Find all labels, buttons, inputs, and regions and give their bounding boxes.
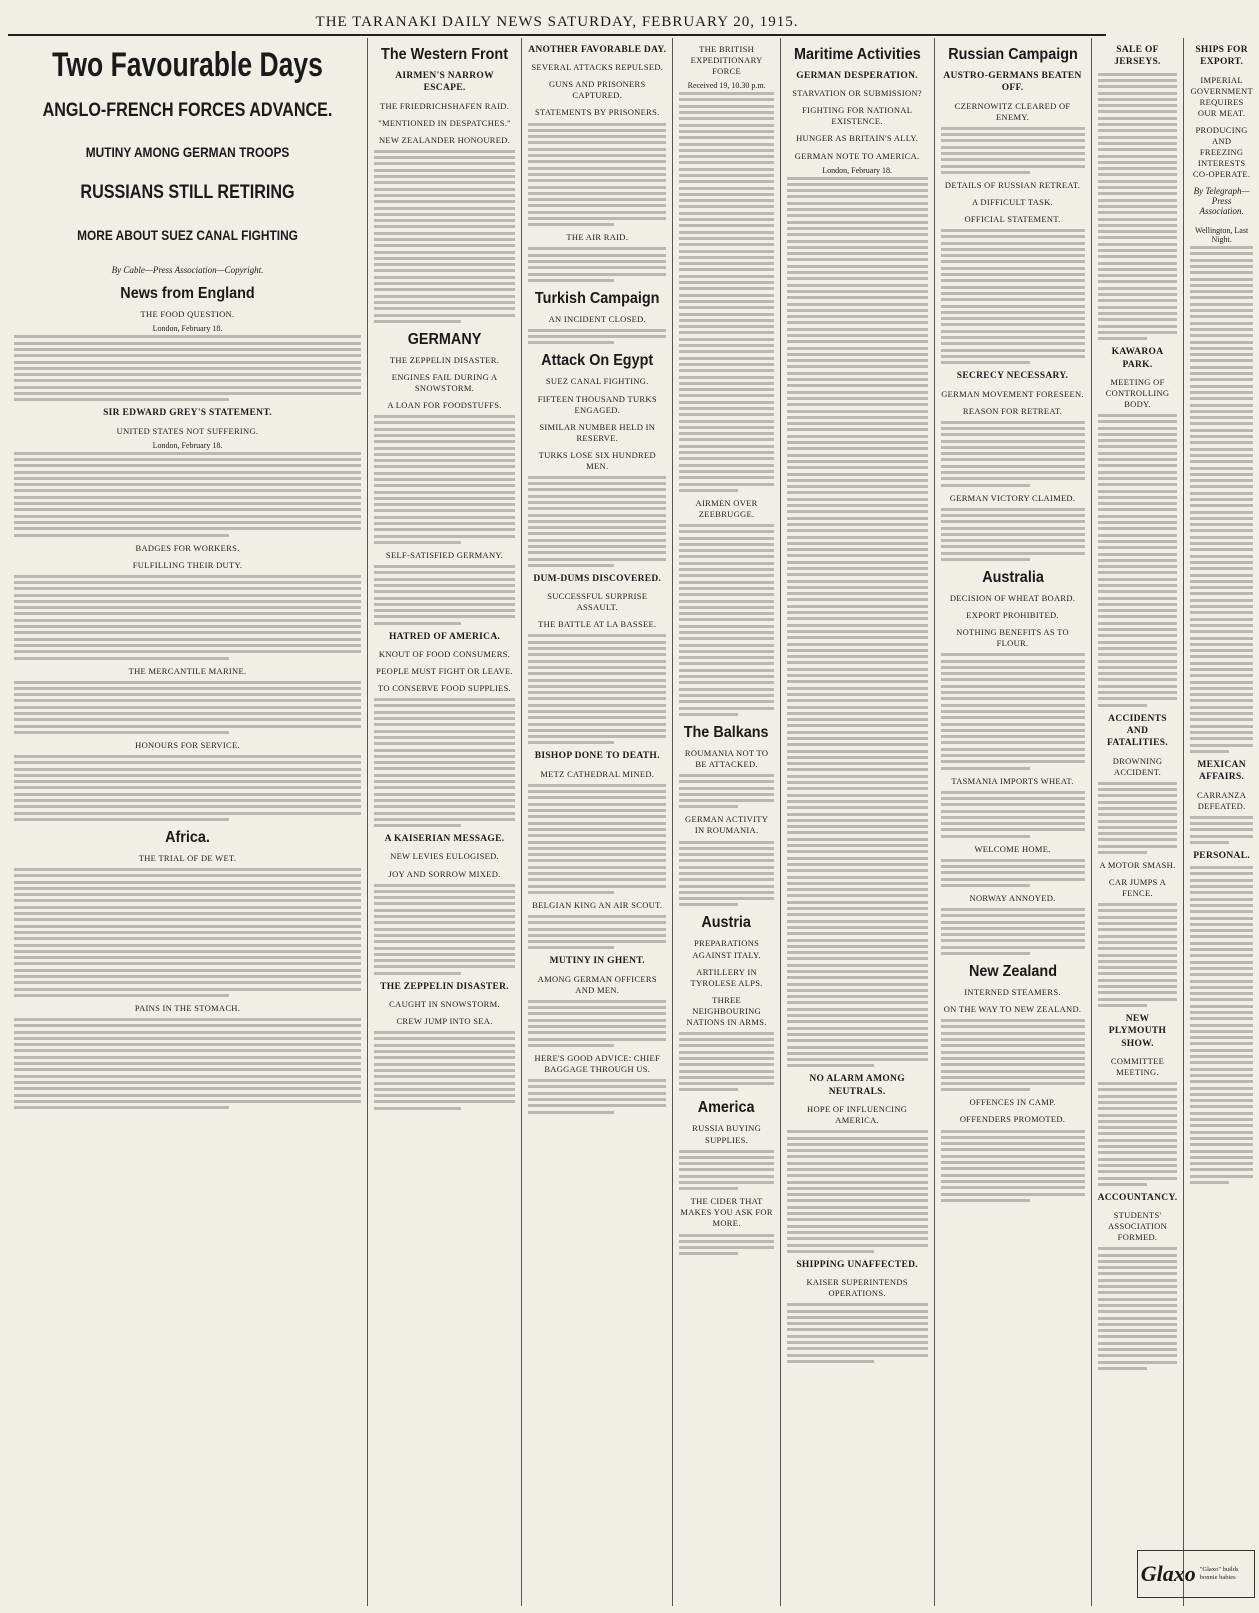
subhead-suez: SUEZ CANAL FIGHTING. — [545, 376, 649, 387]
subhead-difficult: A DIFFICULT TASK. — [972, 196, 1054, 207]
glaxo-advertisement — [1137, 1550, 1255, 1598]
subhead-incident: AN INCIDENT CLOSED. — [548, 313, 646, 324]
subhead-cider: THE CIDER THAT MAKES YOU ASK FOR MORE. — [680, 1196, 773, 1229]
article-text — [941, 653, 1085, 769]
article-text — [528, 247, 666, 281]
column-8 — [1140, 38, 1258, 1606]
article-text — [528, 1079, 666, 1113]
subhead-reason: REASON FOR RETREAT. — [962, 405, 1063, 416]
article-text — [679, 1150, 773, 1191]
article-text — [787, 1130, 928, 1253]
subhead-starvation: STARVATION OR SUBMISSION? — [792, 88, 922, 99]
article-text — [1098, 73, 1178, 340]
masthead: THE TARANAKI DAILY NEWS SATURDAY, FEBRUARY 20, 1915. — [315, 14, 799, 30]
article-text — [679, 1032, 773, 1092]
subhead-imperial-meat: IMPERIAL GOVERNMENT REQUIRES OUR MEAT. — [1190, 74, 1253, 118]
subhead-zeppelin: THE ZEPPELIN DISASTER. — [389, 354, 500, 365]
subhead-air-raid: THE AIR RAID. — [566, 232, 629, 243]
subhead-kaiserian: A KAISERIAN MESSAGE. — [384, 834, 505, 845]
subhead-prisoners: STATEMENTS BY PRISONERS. — [535, 107, 660, 118]
article-text — [1098, 903, 1178, 1007]
subhead-three-nations: THREE NEIGHBOURING NATIONS IN ARMS. — [686, 994, 767, 1027]
subhead-duty: FULFILLING THEIR DUTY. — [132, 559, 243, 570]
subhead-motor-smash: A MOTOR SMASH. — [1099, 860, 1176, 871]
article-text — [374, 150, 515, 323]
subhead-jerseys: SALE OF JERSEYS. — [1114, 45, 1161, 68]
subhead-self-satisfied: SELF-SATISFIED GERMANY. — [385, 549, 504, 560]
article-text — [1098, 414, 1178, 707]
subhead-promoted: OFFENDERS PROMOTED. — [959, 1114, 1066, 1125]
subhead-fight-or-leave: PEOPLE MUST FIGHT OR LEAVE. — [376, 666, 513, 677]
article-text — [941, 1130, 1085, 1202]
subhead-stomach: PAINS IN THE STOMACH. — [134, 1002, 241, 1013]
subhead-united-states: UNITED STATES NOT SUFFERING. — [116, 425, 259, 436]
subhead-tyrolese: ARTILLERY IN TYROLESE ALPS. — [690, 966, 763, 988]
subhead-shipping: SHIPPING UNAFFECTED. — [796, 1259, 918, 1270]
article-text — [1190, 246, 1252, 753]
subhead-grey-statement: SIR EDWARD GREY'S STATEMENT. — [103, 408, 272, 419]
column-6 — [935, 38, 1092, 1606]
subhead-official: OFFICIAL STATEMENT. — [964, 213, 1061, 224]
column-1 — [8, 38, 368, 1606]
subhead-secrecy: SECRECY NECESSARY. — [956, 371, 1069, 382]
section-head-africa: Africa. — [165, 828, 210, 846]
dateline: Wellington, Last Night. — [1195, 226, 1249, 245]
dateline: Received 19, 10.30 p.m. — [687, 81, 766, 91]
subhead-attacks-repulsed: SEVERAL ATTACKS REPULSED. — [531, 62, 664, 73]
subhead-metz: METZ CATHEDRAL MINED. — [540, 768, 655, 779]
column-5 — [781, 38, 935, 1606]
article-text — [374, 1031, 515, 1110]
subhead-drowning: DROWNING ACCIDENT. — [1112, 755, 1163, 777]
article-text — [528, 1000, 666, 1047]
deck-suez: MORE ABOUT SUEZ CANAL FIGHTING — [77, 227, 298, 244]
subhead-kawaroa: KAWAROA PARK. — [1111, 347, 1164, 370]
subhead-expeditionary: THE BRITISH EXPEDITIONARY FORCE — [690, 44, 763, 77]
article-text — [941, 859, 1085, 887]
subhead-mercantile: THE MERCANTILE MARINE. — [128, 665, 247, 676]
subhead-norway: NORWAY ANNOYED. — [969, 892, 1056, 903]
subhead-czernowitz: CZERNOWITZ CLEARED OF ENEMY. — [954, 100, 1071, 122]
article-text — [14, 575, 361, 660]
subhead-conserve: TO CONSERVE FOOD SUPPLIES. — [378, 683, 512, 694]
subhead-on-the-way: ON THE WAY TO NEW ZEALAND. — [943, 1004, 1082, 1015]
column-4 — [673, 38, 780, 1606]
section-head-new-zealand: New Zealand — [968, 963, 1057, 981]
subhead-german-activity: GERMAN ACTIVITY IN ROUMANIA. — [685, 814, 769, 836]
article-text — [679, 92, 773, 492]
section-head-western-front: The Western Front — [381, 46, 509, 63]
subhead-export: EXPORT PROHIBITED. — [966, 610, 1059, 621]
subhead-german-note: GERMAN NOTE TO AMERICA. — [794, 150, 920, 161]
subhead-joy: JOY AND SORROW MIXED. — [388, 868, 501, 879]
subhead-freezing: PRODUCING AND FREEZING INTERESTS CO-OPERATE. — [1192, 124, 1251, 180]
article-text — [679, 841, 773, 907]
subhead-controlling-body: MEETING OF CONTROLLING BODY. — [1105, 376, 1170, 409]
subhead-roumania: ROUMANIA NOT TO BE ATTACKED. — [684, 747, 769, 769]
subhead-accidents: ACCIDENTS AND FATALITIES. — [1106, 713, 1169, 749]
dateline: London, February 18. — [152, 324, 223, 334]
subhead-despatches: "MENTIONED IN DESPATCHES." — [378, 117, 511, 128]
subhead-officers: AMONG GERMAN OFFICERS AND MEN. — [537, 973, 657, 995]
subhead-honours: HONOURS FOR SERVICE. — [135, 739, 240, 750]
subhead-committee: COMMITTEE MEETING. — [1110, 1055, 1165, 1077]
article-text — [528, 634, 666, 744]
article-text — [787, 177, 928, 1068]
article-text — [528, 329, 666, 345]
subhead-italy: PREPARATIONS AGAINST ITALY. — [692, 938, 761, 960]
article-text — [1098, 1247, 1178, 1370]
subhead-car-fence: CAR JUMPS A FENCE. — [1108, 877, 1167, 899]
newspaper-columns — [8, 38, 1253, 1606]
article-text — [941, 908, 1085, 955]
subhead-reserve: SIMILAR NUMBER HELD IN RESERVE. — [539, 421, 656, 443]
subhead-badges: BADGES FOR WORKERS. — [135, 542, 240, 553]
subhead-zeppelin-disaster: THE ZEPPELIN DISASTER. — [380, 981, 509, 992]
subhead-de-wet: THE TRIAL OF DE WET. — [138, 852, 237, 863]
article-text — [374, 415, 515, 544]
article-text — [679, 774, 773, 808]
subhead-russia-buying: RUSSIA BUYING SUPPLIES. — [692, 1123, 762, 1145]
subhead-airmen: AIRMEN'S NARROW ESCAPE. — [395, 71, 494, 94]
subhead-engines: ENGINES FAIL DURING A SNOWSTORM. — [391, 371, 498, 393]
article-text — [14, 755, 361, 821]
article-text — [14, 335, 361, 401]
deck-mutiny: MUTINY AMONG GERMAN TROOPS — [85, 144, 290, 161]
subhead-hunger: HUNGER AS BRITAIN'S ALLY. — [796, 133, 919, 144]
section-head-russian: Russian Campaign — [947, 46, 1078, 63]
dateline: London, February 18. — [152, 440, 223, 450]
article-text — [1190, 866, 1252, 1184]
article-text — [528, 915, 666, 949]
column-7 — [1092, 38, 1185, 1606]
article-text — [528, 123, 666, 227]
subhead-belgian-king: BELGIAN KING AN AIR SCOUT. — [532, 899, 663, 910]
section-head-austria: Austria — [701, 914, 752, 932]
article-text — [374, 698, 515, 827]
subhead-la-bassee: THE BATTLE AT LA BASSEE. — [538, 619, 657, 630]
dateline: London, February 18. — [822, 165, 893, 175]
section-head-germany: GERMANY — [407, 330, 482, 348]
ad-brand: Glaxo — [1140, 1561, 1196, 1586]
subhead-carranza: CARRANZA DEFEATED. — [1197, 789, 1247, 811]
article-text — [679, 524, 773, 716]
section-head-england: News from England — [120, 285, 255, 303]
deck-anglo-french: ANGLO-FRENCH FORCES ADVANCE. — [42, 99, 333, 121]
subhead-six-hundred: TURKS LOSE SIX HUNDRED MEN. — [538, 449, 656, 471]
subhead-mexican: MEXICAN AFFAIRS. — [1197, 759, 1246, 783]
masthead-rule — [8, 34, 1106, 36]
subhead-zeebrugge: AIRMEN OVER ZEEBRUGGE. — [695, 497, 758, 519]
article-text — [374, 884, 515, 975]
subhead-guns-captured: GUNS AND PRISONERS CAPTURED. — [548, 79, 646, 101]
subhead-desperation: GERMAN DESPERATION. — [796, 71, 918, 81]
subhead-ships-export: SHIPS FOR EXPORT. — [1195, 45, 1248, 68]
subhead-students: STUDENTS' ASSOCIATION FORMED. — [1107, 1210, 1168, 1243]
byline: By Telegraph—Press Association. — [1193, 186, 1250, 217]
section-head-australia: Australia — [981, 569, 1044, 587]
subhead-existence: FIGHTING FOR NATIONAL EXISTENCE. — [802, 105, 913, 127]
article-text — [679, 1234, 773, 1256]
section-head-balkans: The Balkans — [684, 723, 770, 741]
subhead-fifteen-thousand: FIFTEEN THOUSAND TURKS ENGAGED. — [537, 393, 657, 415]
subhead-favorable-day: ANOTHER FAVORABLE DAY. — [528, 45, 667, 55]
article-text — [374, 565, 515, 625]
byline: By Cable—Press Association—Copyright. — [111, 265, 264, 276]
column-2 — [368, 38, 522, 1606]
subhead-no-alarm: NO ALARM AMONG NEUTRALS. — [809, 1074, 905, 1097]
article-text — [1098, 1082, 1178, 1186]
article-text — [941, 127, 1085, 174]
article-text — [14, 452, 361, 537]
subhead-advice: HERE'S GOOD ADVICE: CHIEF BAGGAGE THROUGH US. — [534, 1052, 660, 1074]
subhead-raid: THE FRIEDRICHSHAFEN RAID. — [380, 100, 510, 111]
subhead-interned: INTERNED STEAMERS. — [964, 987, 1061, 998]
subhead-mutiny: MUTINY IN GHENT. — [549, 956, 645, 967]
subhead-nz-honoured: NEW ZEALANDER HONOURED. — [378, 134, 511, 145]
subhead-tasmania: TASMANIA IMPORTS WHEAT. — [951, 775, 1074, 786]
section-head-maritime: Maritime Activities — [793, 46, 921, 63]
subhead-knout: KNOUT OF FOOD CONSUMERS. — [378, 649, 511, 660]
article-text — [1190, 816, 1252, 844]
subhead-levies: NEW LEVIES EULOGISED. — [390, 851, 499, 862]
subhead-snowstorm: CAUGHT IN SNOWSTORM. — [389, 999, 500, 1010]
subhead-surprise: SUCCESSFUL SURPRISE ASSAULT. — [547, 591, 648, 613]
article-text — [941, 1019, 1085, 1091]
article-text — [528, 476, 666, 567]
section-head-america: America — [698, 1099, 756, 1117]
section-head-turkish: Turkish Campaign — [534, 289, 660, 307]
article-text — [941, 791, 1085, 838]
article-text — [1098, 782, 1178, 854]
subhead-hatred: HATRED OF AMERICA. — [388, 631, 501, 642]
subhead-dumdums: DUM-DUMS DISCOVERED. — [533, 573, 662, 584]
subhead-kaiser-ops: KAISER SUPERINTENDS OPERATIONS. — [806, 1277, 908, 1299]
subhead-food-question: THE FOOD QUESTION. — [140, 309, 235, 320]
subhead-flour: NOTHING BENEFITS AS TO FLOUR. — [956, 627, 1069, 649]
deck-russians: RUSSIANS STILL RETIRING — [80, 182, 295, 204]
subhead-details: DETAILS OF RUSSIAN RETREAT. — [944, 179, 1081, 190]
subhead-personal: PERSONAL. — [1193, 850, 1251, 861]
article-text — [941, 508, 1085, 561]
main-headline: Two Favourable Days — [52, 46, 323, 84]
subhead-wheat-board: DECISION OF WHEAT BOARD. — [949, 593, 1076, 604]
article-text — [14, 681, 361, 734]
article-text — [787, 1303, 928, 1363]
subhead-welcome: WELCOME HOME. — [974, 843, 1051, 854]
ad-text: "Glaxo" builds bonnie babies — [1199, 1565, 1239, 1581]
article-text — [941, 229, 1085, 364]
section-head-egypt: Attack On Egypt — [541, 352, 654, 370]
subhead-influencing: HOPE OF INFLUENCING AMERICA. — [807, 1104, 908, 1126]
subhead-offences: OFFENCES IN CAMP. — [969, 1097, 1056, 1108]
article-text — [14, 1018, 361, 1109]
subhead-foreseen: GERMAN MOVEMENT FORESEEN. — [941, 388, 1084, 399]
subhead-plymouth-show: NEW PLYMOUTH SHOW. — [1108, 1013, 1167, 1049]
article-text — [14, 868, 361, 997]
subhead-crew: CREW JUMP INTO SEA. — [396, 1016, 493, 1027]
article-text — [528, 784, 666, 894]
subhead-bishop: BISHOP DONE TO DEATH. — [534, 751, 660, 762]
column-3 — [522, 38, 673, 1606]
subhead-victory: GERMAN VICTORY CLAIMED. — [949, 492, 1076, 503]
subhead-accountancy: ACCOUNTANCY. — [1097, 1192, 1178, 1203]
article-text — [941, 421, 1085, 487]
subhead-beaten-off: AUSTRO-GERMANS BEATEN OFF. — [943, 71, 1082, 94]
subhead-loan: A LOAN FOR FOODSTUFFS. — [387, 399, 502, 410]
